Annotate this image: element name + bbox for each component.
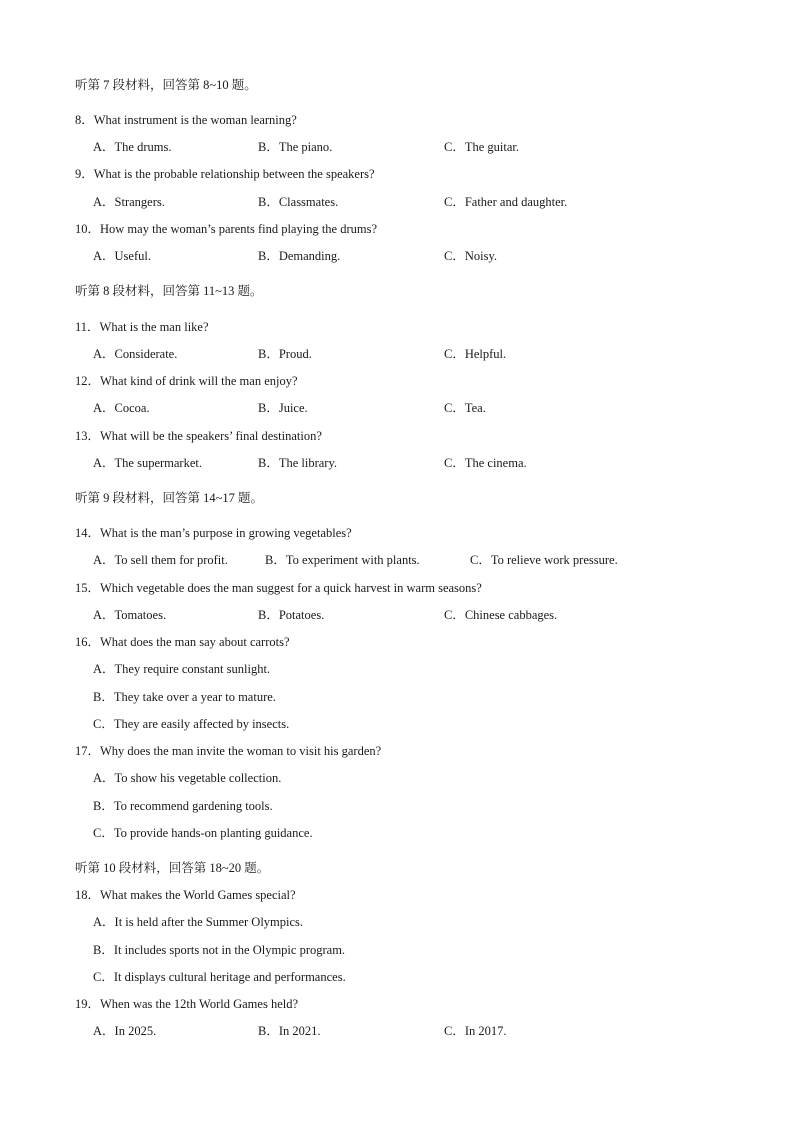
option-a[interactable]: A．Considerate. — [93, 347, 178, 361]
section-heading: 听第 9 段材料，回答第 14~17 题。 — [75, 491, 264, 505]
option-c[interactable]: C．In 2017. — [444, 1024, 507, 1038]
question-stem: 9．What is the probable relationship between the speakers? — [75, 167, 375, 181]
option-b[interactable]: B．They take over a year to mature. — [93, 690, 276, 704]
option-b[interactable]: B．Juice. — [258, 401, 308, 415]
question-stem: 17．Why does the man invite the woman to visit his garden? — [75, 744, 382, 758]
option-a[interactable]: A．To show his vegetable collection. — [93, 771, 282, 785]
option-a[interactable]: A．Tomatoes. — [93, 608, 167, 622]
question-stem: 8．What instrument is the woman learning? — [75, 113, 297, 127]
option-a[interactable]: A．The supermarket. — [93, 456, 202, 470]
question-stem: 15．Which vegetable does the man suggest for a quick harvest in warm seasons? — [75, 581, 482, 595]
option-a[interactable]: A．Cocoa. — [93, 401, 150, 415]
option-c[interactable]: C．Noisy. — [444, 249, 498, 263]
question-stem: 16．What does the man say about carrots? — [75, 635, 290, 649]
option-a[interactable]: A．Strangers. — [93, 195, 165, 209]
option-c[interactable]: C．Helpful. — [444, 347, 507, 361]
option-c[interactable]: C．Chinese cabbages. — [444, 608, 558, 622]
question-stem: 19．When was the 12th World Games held? — [75, 997, 299, 1011]
option-b[interactable]: B．To recommend gardening tools. — [93, 799, 273, 813]
option-c[interactable]: C．The guitar. — [444, 140, 519, 154]
option-b[interactable]: B．It includes sports not in the Olympic program. — [93, 943, 346, 957]
question-stem: 18．What makes the World Games special? — [75, 888, 296, 902]
option-b[interactable]: B．In 2021. — [258, 1024, 321, 1038]
option-b[interactable]: B．Potatoes. — [258, 608, 325, 622]
option-a[interactable]: A．Useful. — [93, 249, 151, 263]
option-c[interactable]: C．It displays cultural heritage and performances. — [93, 970, 346, 984]
option-c[interactable]: C．To provide hands-on planting guidance. — [93, 826, 313, 840]
question-stem: 14．What is the man’s purpose in growing vegetables? — [75, 526, 352, 540]
option-b[interactable]: B．Demanding. — [258, 249, 341, 263]
section-heading: 听第 7 段材料，回答第 8~10 题。 — [75, 78, 257, 92]
option-c[interactable]: C．Father and daughter. — [444, 195, 568, 209]
option-a[interactable]: A．In 2025. — [93, 1024, 157, 1038]
option-b[interactable]: B．Proud. — [258, 347, 312, 361]
option-c[interactable]: C．They are easily affected by insects. — [93, 717, 290, 731]
section-heading: 听第 10 段材料，回答第 18~20 题。 — [75, 861, 270, 875]
option-b[interactable]: B．Classmates. — [258, 195, 339, 209]
option-c[interactable]: C．The cinema. — [444, 456, 527, 470]
option-b[interactable]: B．To experiment with plants. — [265, 553, 420, 567]
option-a[interactable]: A．The drums. — [93, 140, 172, 154]
option-c[interactable]: C．To relieve work pressure. — [470, 553, 618, 567]
section-heading: 听第 8 段材料，回答第 11~13 题。 — [75, 284, 263, 298]
option-a[interactable]: A．They require constant sunlight. — [93, 662, 271, 676]
question-stem: 10．How may the woman’s parents find playing the drums? — [75, 222, 378, 236]
option-a[interactable]: A．To sell them for profit. — [93, 553, 228, 567]
question-stem: 13．What will be the speakers’ final destination? — [75, 429, 322, 443]
question-stem: 11．What is the man like? — [75, 320, 209, 334]
question-stem: 12．What kind of drink will the man enjoy? — [75, 374, 298, 388]
option-b[interactable]: B．The library. — [258, 456, 338, 470]
option-a[interactable]: A．It is held after the Summer Olympics. — [93, 915, 304, 929]
option-c[interactable]: C．Tea. — [444, 401, 486, 415]
option-b[interactable]: B．The piano. — [258, 140, 333, 154]
